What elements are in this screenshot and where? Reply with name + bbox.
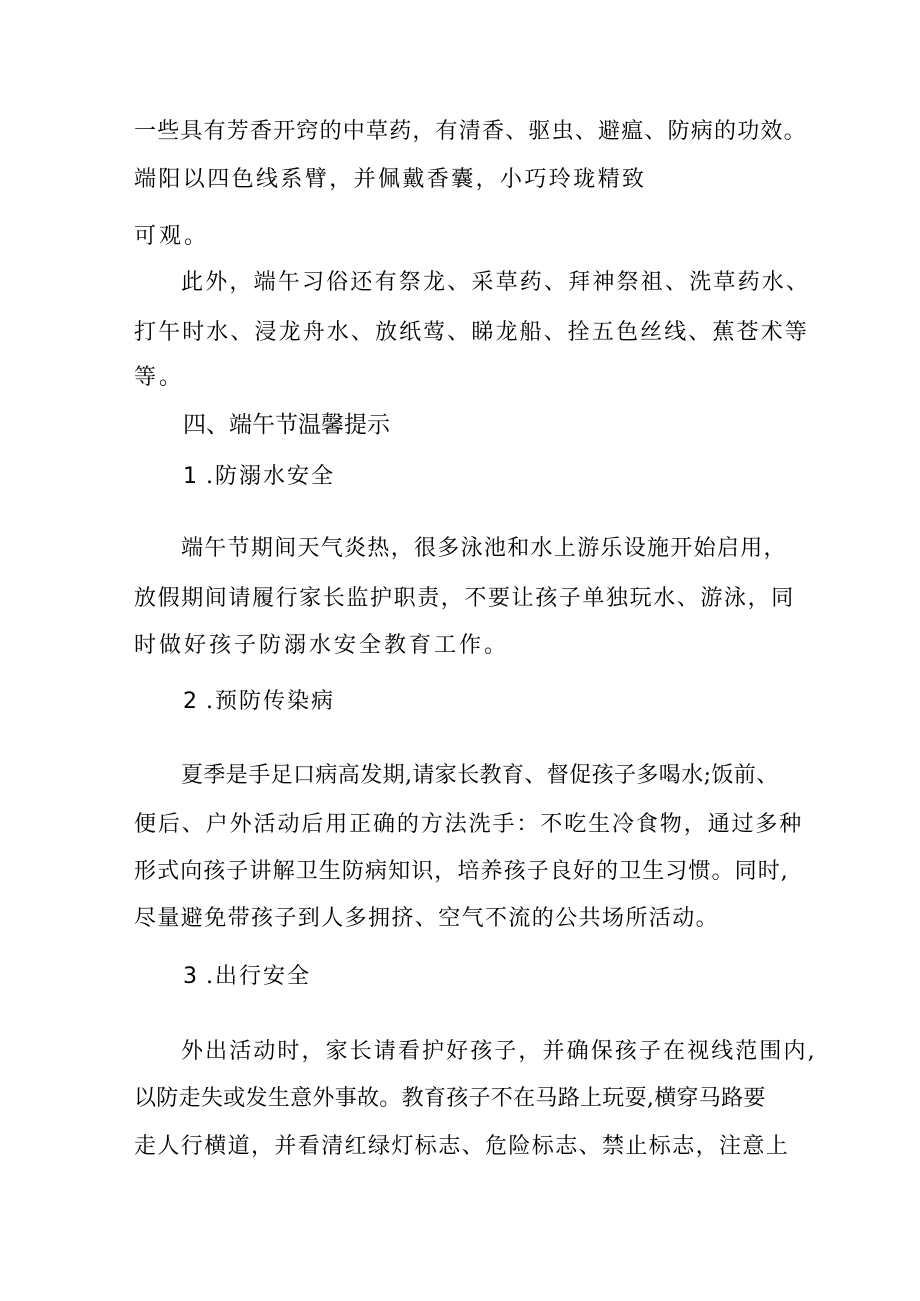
paragraph-line: 走人行横道，并看清红绿灯标志、危险标志、禁止标志，注意上 xyxy=(134,1134,790,1159)
paragraph-line: 放假期间请履行家长监护职责，不要让孩子单独玩水、游泳，同 xyxy=(134,586,795,611)
paragraph-line: 此外，端午习俗还有祭龙、采草药、拜神祭祖、洗草药水、 xyxy=(181,270,811,295)
paragraph-line: 夏季是手足口病高发期,请家长教育、督促孩子多喝水;饭前、 xyxy=(181,763,779,788)
paragraph-line: 打午时水、浸龙舟水、放纸莺、睇龙船、拴五色丝线、蕉苍术等 xyxy=(134,320,809,345)
subsection-title: .出行安全 xyxy=(206,964,311,989)
paragraph-line: 端阳以四色线系臂，并佩戴香囊，小巧玲珑精致 xyxy=(134,167,647,192)
paragraph-line: 端午节期间天气炎热，很多泳池和水上游乐设施开始启用， xyxy=(181,536,787,561)
paragraph-line: 便后、户外活动后用正确的方法洗手：不吃生冷食物，通过多种 xyxy=(134,812,804,837)
paragraph-line: 尽量避免带孩子到人多拥挤、空气不流的公共场所活动。 xyxy=(134,906,720,931)
subsection-number: 2 xyxy=(183,689,197,714)
paragraph-line: 外出活动时，家长请看护好孩子，并确保孩子在视线范围内, xyxy=(181,1039,817,1064)
subsection-title: .预防传染病 xyxy=(206,689,335,714)
paragraph-line: 一些具有芳香开窍的中草药，有清香、驱虫、避瘟、防病的功效。 xyxy=(134,119,807,144)
section-heading: 四、端午节温馨提示 xyxy=(183,412,390,438)
subsection-title: .防溺水安全 xyxy=(206,464,335,489)
subsection-number: 3 xyxy=(183,964,197,989)
paragraph-line: 等。 xyxy=(134,365,185,390)
subsection-number: 1 xyxy=(183,464,197,489)
subsection-heading xyxy=(183,962,311,992)
subsection-heading xyxy=(183,462,335,492)
paragraph-line: 时做好孩子防溺水安全教育工作。 xyxy=(134,633,510,658)
paragraph-line: 可观。 xyxy=(134,224,210,249)
paragraph-line: 形式向孩子讲解卫生防病知识，培养孩子良好的卫生习惯。同时, xyxy=(134,859,789,884)
paragraph-line: 以防走失或发生意外事故。教育孩子不在马路上玩耍,横穿马路要 xyxy=(134,1086,766,1111)
subsection-heading xyxy=(183,687,335,717)
